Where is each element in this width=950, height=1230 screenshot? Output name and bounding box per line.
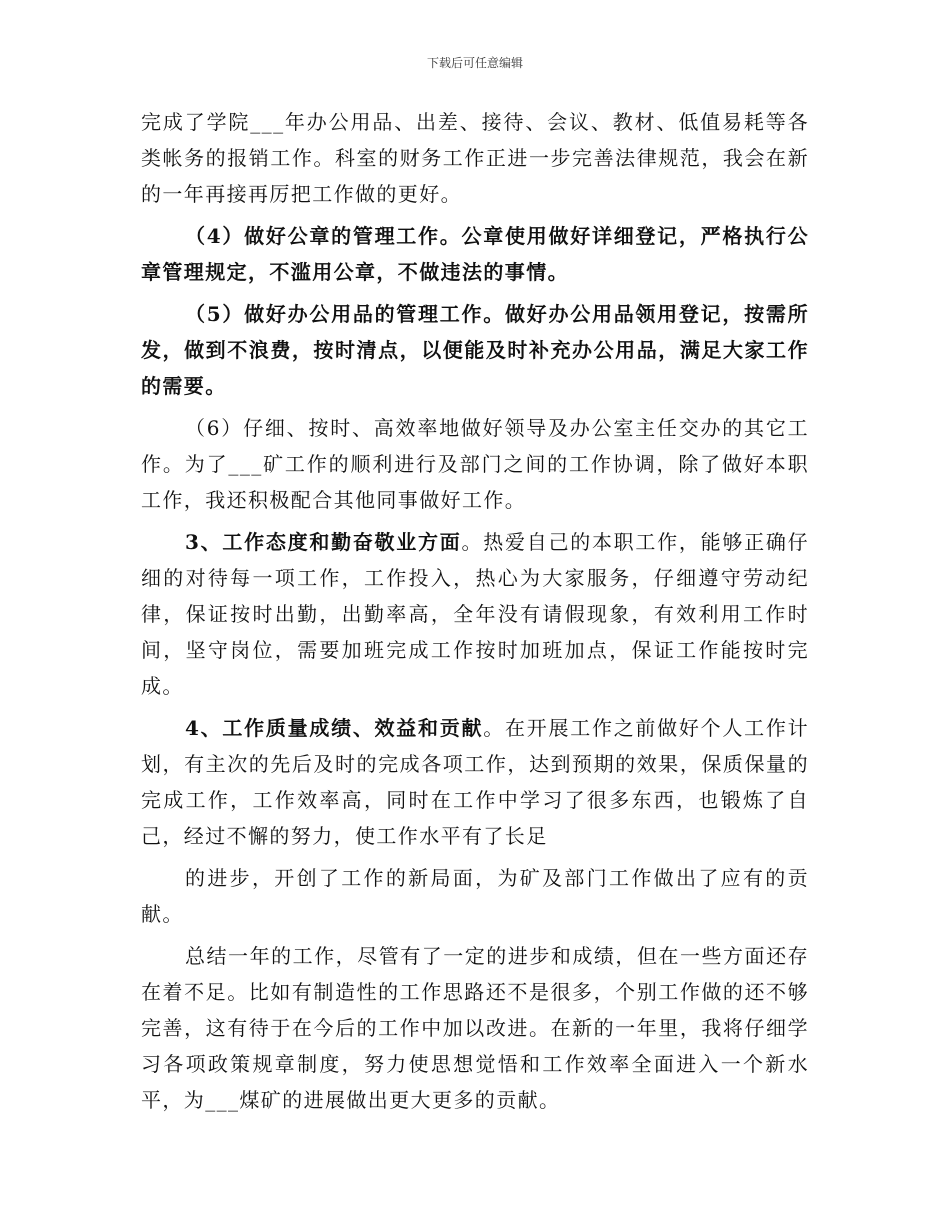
section-body-work-attitude: 。热爱自己的本职工作，能够正确仔细的对待每一项工作，工作投入，热心为大家服务，仔细遵守劳动纪律，保证按时出勤，出勤率高，全年没有请假现象，有效利用工作时间，坚守岗位，需要加班完成工作按时加班加点，保证工作能按时完成。 bbox=[141, 530, 809, 698]
page-header: 下载后可任意编辑 bbox=[426, 56, 523, 70]
paragraph-office-supplies: （5）做好办公用品的管理工作。做好办公用品领用登记，按需所发，做到不浪费，按时清点，以便能及时补充办公用品，满足大家工作的需要。 bbox=[141, 302, 809, 398]
paragraph-other-tasks: （6）仔细、按时、高效率地做好领导及办公室主任交办的其它工作。为了___矿工作的顺利进行及部门之间的工作协调，除了做好本职工作，我还积极配合其他同事做好工作。 bbox=[141, 416, 809, 512]
document-body bbox=[141, 104, 809, 1124]
paragraph-reimbursement: 完成了学院___年办公用品、出差、接待、会议、教材、低值易耗等各类帐务的报销工作。科室的财务工作正进一步完善法律规范，我会在新的一年再接再厉把工作做的更好。 bbox=[141, 110, 809, 206]
paragraph-summary: 总结一年的工作，尽管有了一定的进步和成绩，但在一些方面还存在着不足。比如有制造性的工作思路还不是很多，个别工作做的还不够完善，这有待于在今后的工作中加以改进。在新的一年里，我将仔细学习各项政策规章制度，努力使思想觉悟和工作效率全面进入一个新水平，为___煤矿的进展做出更大更多的贡献。 bbox=[141, 944, 809, 1112]
paragraph-work-attitude bbox=[141, 524, 809, 704]
paragraph-seal-management: （4）做好公章的管理工作。公章使用做好详细登记，严格执行公章管理规定，不滥用公章，不做违法的事情。 bbox=[141, 224, 809, 284]
section-heading-work-attitude: 3、工作态度和勤奋敬业方面 bbox=[185, 530, 462, 554]
paragraph-progress: 的进步，开创了工作的新局面，为矿及部门工作做出了应有的贡献。 bbox=[141, 866, 809, 926]
section-heading-work-quality: 4、工作质量成绩、效益和贡献 bbox=[185, 716, 484, 740]
section-body-work-quality: 。在开展工作之前做好个人工作计划，有主次的先后及时的完成各项工作，达到预期的效果，保质保量的完成工作，工作效率高，同时在工作中学习了很多东西，也锻炼了自己，经过不懈的努力，使工作水平有了长足 bbox=[141, 716, 809, 848]
paragraph-work-quality bbox=[141, 710, 809, 854]
